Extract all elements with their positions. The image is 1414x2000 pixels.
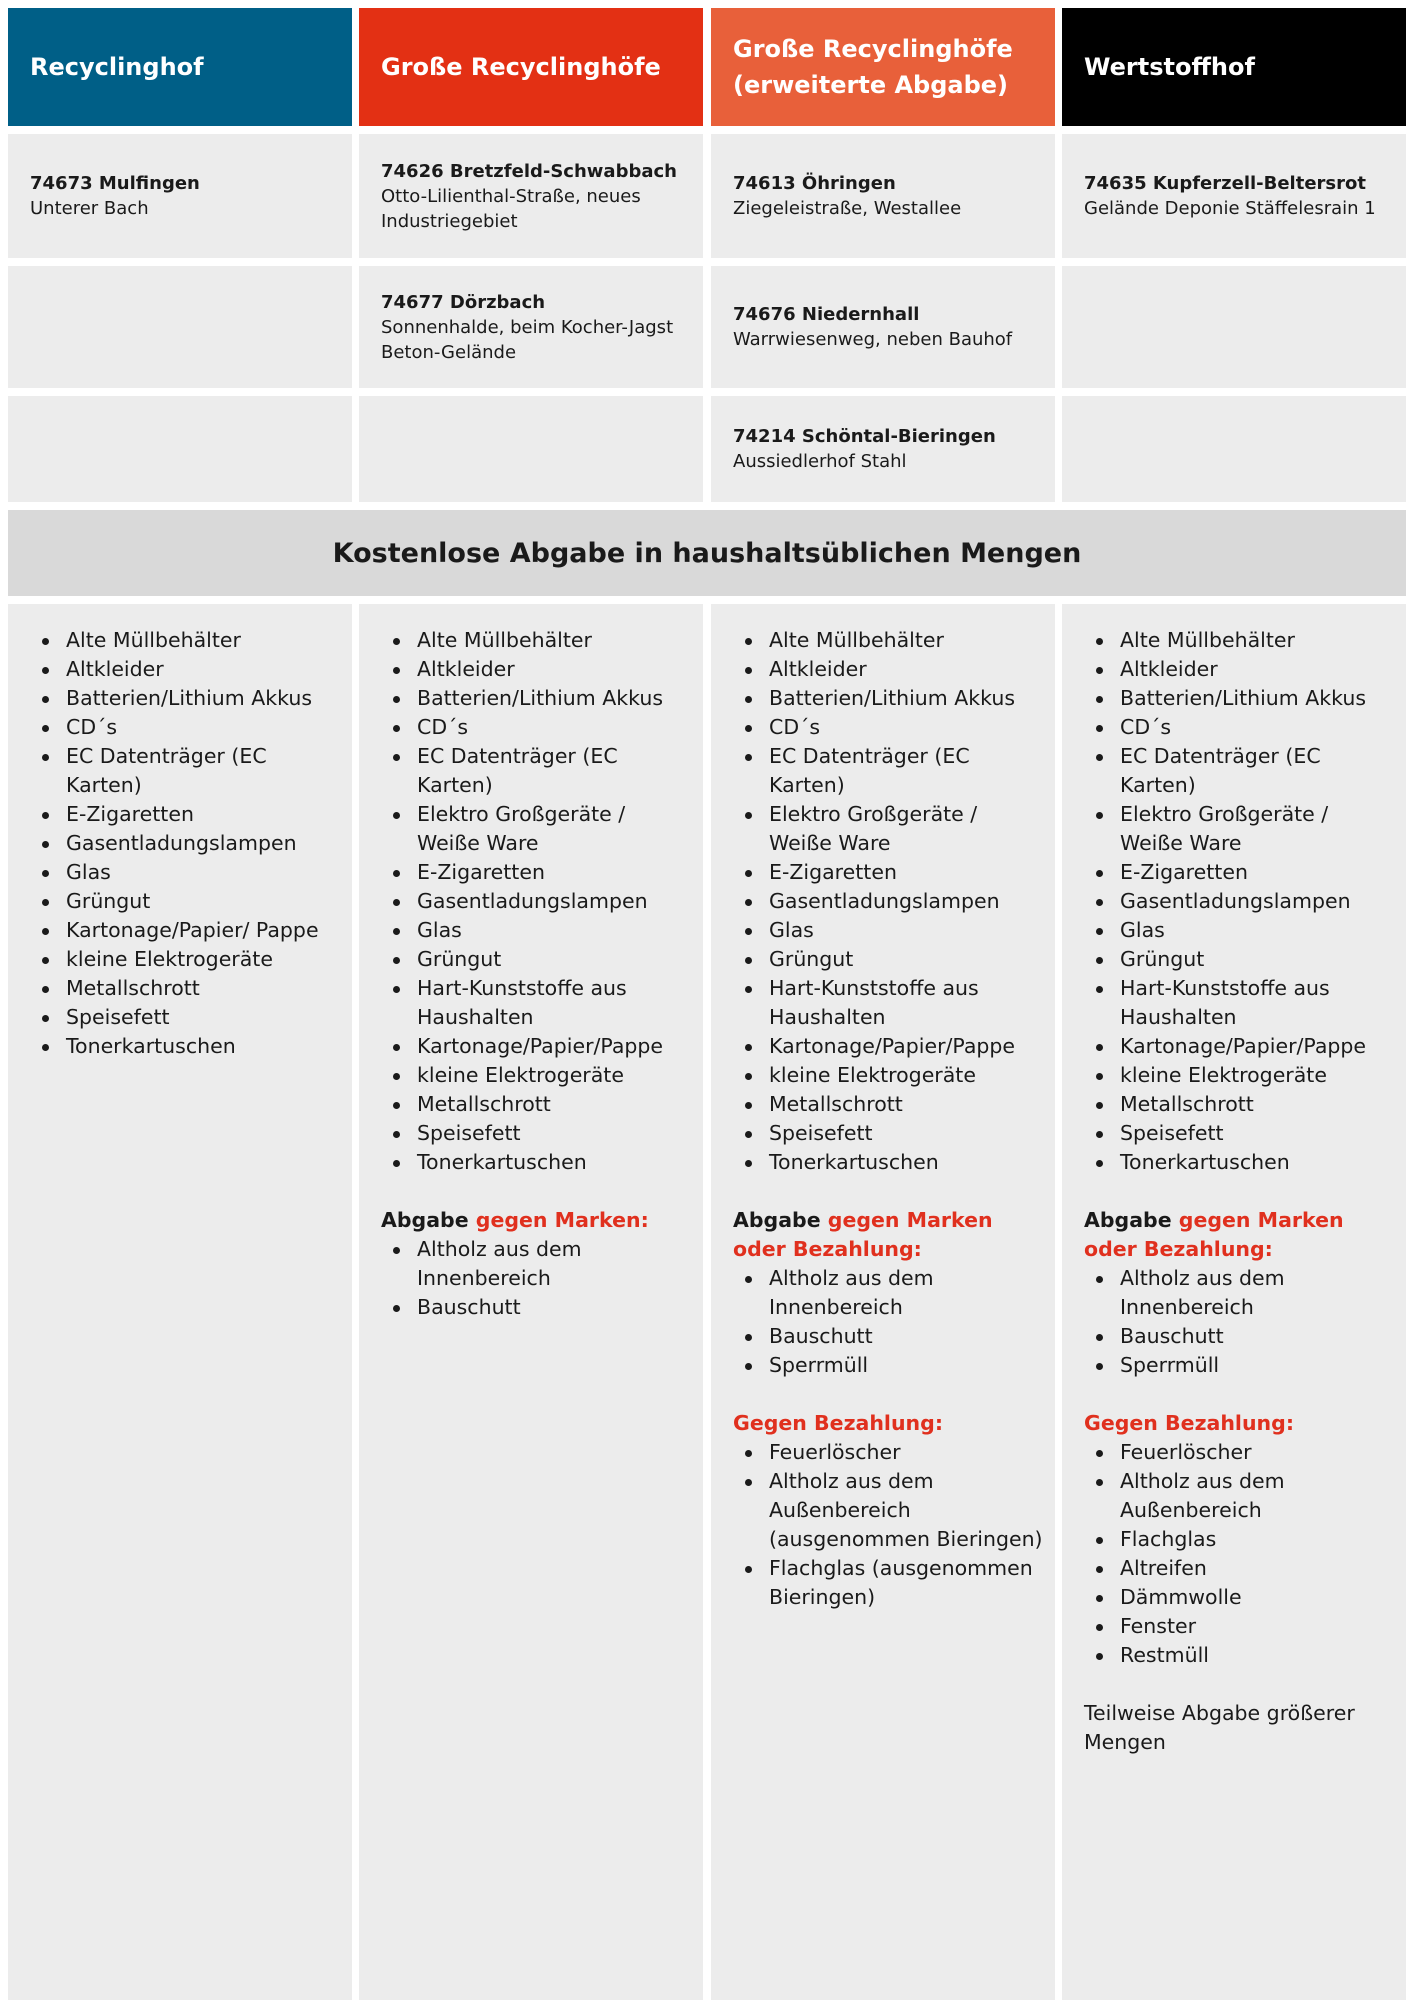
list-item: E-Zigaretten [381,858,691,887]
header-grosse-recyclinghoefe-erweitert: Große Recyclinghöfe (erweiterte Abgabe) [711,8,1055,126]
location-cell-empty [1062,396,1406,502]
list-item: Elektro Großgeräte / Weiße Ware [381,800,691,858]
marken-items-list [381,1235,691,1322]
list-item: Gasentladungslampen [733,887,1043,916]
location-cell [711,266,1055,388]
marken-heading-condition: gegen Marken oder Bezahlung: [733,1208,993,1261]
list-item: Kartonage/Papier/Pappe [381,1032,691,1061]
free-items-list [1084,626,1394,1177]
list-item: Elektro Großgeräte / Weiße Ware [1084,800,1394,858]
list-item: Metallschrott [30,974,340,1003]
location-city: 74626 Bretzfeld-Schwabbach [381,160,677,182]
list-item: Alte Müllbehälter [733,626,1043,655]
marken-heading-label: Abgabe [1084,1208,1172,1232]
list-item: Altkleider [30,655,340,684]
paid-heading-label: Gegen Bezahlung: [1084,1411,1295,1435]
marken-heading-label: Abgabe [381,1208,469,1232]
list-item: CD´s [30,713,340,742]
list-item: Kartonage/Papier/Pappe [1084,1032,1394,1061]
list-item: Altholz aus dem Innenbereich [733,1264,1043,1322]
location-cell [359,134,703,258]
list-item: Altholz aus dem Innenbereich [381,1235,691,1293]
list-item: E-Zigaretten [30,800,340,829]
header-wertstoffhof: Wertstoffhof [1062,8,1406,126]
location-cell [711,396,1055,502]
items-column-grosse-recyclinghoefe [359,604,703,2000]
free-disposal-banner: Kostenlose Abgabe in haushaltsüblichen Mengen [8,510,1406,596]
marken-items-list [1084,1264,1394,1380]
list-item: Speisefett [30,1003,340,1032]
list-item: Grüngut [733,945,1043,974]
list-item: Speisefett [381,1119,691,1148]
marken-heading-condition: gegen Marken oder Bezahlung: [1084,1208,1344,1261]
marken-items-list [733,1264,1043,1380]
location-address: Unterer Bach [30,198,149,219]
list-item: Sperrmüll [733,1351,1043,1380]
location-city: 74635 Kupferzell-Beltersrot [1084,173,1366,194]
location-city: 74613 Öhringen [733,173,896,194]
list-item: Grüngut [30,887,340,916]
list-item: Glas [30,858,340,887]
header-recyclinghof: Recyclinghof [8,8,352,126]
list-item: Tonerkartuschen [733,1148,1043,1177]
marken-heading [1084,1206,1394,1264]
list-item: Batterien/Lithium Akkus [381,684,691,713]
list-item: Dämmwolle [1084,1583,1394,1612]
list-item: Altkleider [381,655,691,684]
location-cell [711,134,1055,258]
location-address: Warrwiesenweg, neben Bauhof [733,329,1013,350]
items-column-grosse-recyclinghoefe-erweitert [711,604,1055,2000]
list-item: Metallschrott [381,1090,691,1119]
paid-heading-label: Gegen Bezahlung: [733,1411,944,1435]
list-item: Speisefett [733,1119,1043,1148]
list-item: Hart-Kunststoffe aus Haushalten [381,974,691,1032]
list-item: Kartonage/Papier/ Pappe [30,916,340,945]
items-column-recyclinghof [8,604,352,2000]
list-item: Flachglas [1084,1525,1394,1554]
marken-heading [733,1206,1043,1264]
list-item: Metallschrott [1084,1090,1394,1119]
list-item: Hart-Kunststoffe aus Haushalten [1084,974,1394,1032]
location-city: 74676 Niedernhall [733,304,920,325]
large-quantity-note: Teilweise Abgabe größerer Mengen [1084,1701,1355,1754]
list-item: Alte Müllbehälter [30,626,340,655]
list-item: Glas [1084,916,1394,945]
location-address: Aussiedlerhof Stahl [733,451,907,472]
list-item: kleine Elektrogeräte [1084,1061,1394,1090]
list-item: Batterien/Lithium Akkus [1084,684,1394,713]
list-item: Bauschutt [733,1322,1043,1351]
list-item: Feuerlöscher [1084,1438,1394,1467]
free-items-list [381,626,691,1177]
list-item: Tonerkartuschen [381,1148,691,1177]
list-item: CD´s [733,713,1043,742]
list-item: Flachglas (ausgenommen Bieringen) [733,1554,1043,1612]
list-item: Elektro Großgeräte / Weiße Ware [733,800,1043,858]
free-items-list [30,626,340,1061]
location-address: Sonnenhalde, beim Kocher-Jagst Beton-Gelände [381,316,674,363]
list-item: Altholz aus dem Außenbereich [1084,1467,1394,1525]
marken-heading [381,1206,691,1235]
list-item: Hart-Kunststoffe aus Haushalten [733,974,1043,1032]
list-item: Gasentladungslampen [1084,887,1394,916]
list-item: Altkleider [1084,655,1394,684]
list-item: Gasentladungslampen [30,829,340,858]
location-city: 74677 Dörzbach [381,291,546,313]
list-item: Altholz aus dem Innenbereich [1084,1264,1394,1322]
header-grosse-recyclinghoefe: Große Recyclinghöfe [359,8,703,126]
paid-heading [733,1409,1043,1438]
list-item: CD´s [1084,713,1394,742]
list-item: Alte Müllbehälter [381,626,691,655]
paid-heading [1084,1409,1394,1438]
list-item: Glas [381,916,691,945]
paid-items-list [733,1438,1043,1612]
list-item: kleine Elektrogeräte [30,945,340,974]
location-city: 74214 Schöntal-Bieringen [733,426,996,447]
list-item: Fenster [1084,1612,1394,1641]
list-item: Batterien/Lithium Akkus [733,684,1043,713]
marken-heading-condition: gegen Marken: [475,1208,649,1232]
list-item: Metallschrott [733,1090,1043,1119]
list-item: kleine Elektrogeräte [381,1061,691,1090]
list-item: EC Datenträger (EC Karten) [733,742,1043,800]
list-item: kleine Elektrogeräte [733,1061,1043,1090]
location-cell-empty [1062,266,1406,388]
location-cell [8,134,352,258]
list-item: Glas [733,916,1043,945]
list-item: Gasentladungslampen [381,887,691,916]
location-cell [1062,134,1406,258]
location-city: 74673 Mulfingen [30,173,200,194]
list-item: EC Datenträger (EC Karten) [381,742,691,800]
list-item: Grüngut [381,945,691,974]
list-item: Kartonage/Papier/Pappe [733,1032,1043,1061]
location-cell [359,266,703,388]
list-item: Altholz aus dem Außenbereich (ausgenommen Bieringen) [733,1467,1043,1554]
list-item: Tonerkartuschen [30,1032,340,1061]
items-column-wertstoffhof [1062,604,1406,2000]
list-item: EC Datenträger (EC Karten) [30,742,340,800]
list-item: CD´s [381,713,691,742]
list-item: Speisefett [1084,1119,1394,1148]
list-item: E-Zigaretten [733,858,1043,887]
paid-items-list [1084,1438,1394,1670]
location-address: Otto-Lilienthal-Straße, neues Industriegebiet [381,185,641,232]
list-item: E-Zigaretten [1084,858,1394,887]
location-cell-empty [8,266,352,388]
location-address: Gelände Deponie Stäffelesrain 1 [1084,198,1376,219]
list-item: EC Datenträger (EC Karten) [1084,742,1394,800]
location-cell-empty [359,396,703,502]
list-item: Feuerlöscher [733,1438,1043,1467]
free-items-list [733,626,1043,1177]
list-item: Alte Müllbehälter [1084,626,1394,655]
list-item: Altreifen [1084,1554,1394,1583]
location-address: Ziegeleistraße, Westallee [733,198,962,219]
list-item: Batterien/Lithium Akkus [30,684,340,713]
list-item: Restmüll [1084,1641,1394,1670]
list-item: Tonerkartuschen [1084,1148,1394,1177]
list-item: Bauschutt [381,1293,691,1322]
list-item: Bauschutt [1084,1322,1394,1351]
list-item: Sperrmüll [1084,1351,1394,1380]
list-item: Altkleider [733,655,1043,684]
location-cell-empty [8,396,352,502]
list-item: Grüngut [1084,945,1394,974]
marken-heading-label: Abgabe [733,1208,821,1232]
